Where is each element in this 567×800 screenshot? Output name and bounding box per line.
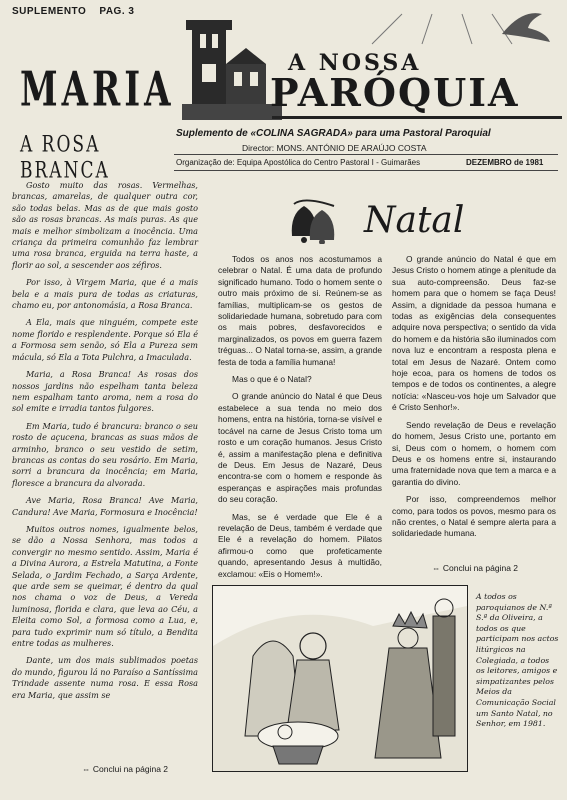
- article-paragraph: Muitos outros nomes, igualmente belos, se dão a Nossa Senhora, mas todos a convergir no mesmo sentido. Assim, Maria é a Divina Aurora, a Estrela Matutina, a Fonte Selada, o Jardim Fechado, a Sarça Ardente, que arde sem se queimar, é dentro da qual nos chama o voz de Deus, a Vereda luminosa, florida e clara, que leva ao Céu, a Eleita como Sol, a formosa como a Lua, e, para tudo exprimir num só título, a Bendita entre todas as mulheres.: [12, 523, 198, 649]
- article-title-line1: MARIA: [20, 62, 175, 118]
- issue-date: DEZEMBRO de 1981: [466, 158, 544, 167]
- article-paragraph: A Ela, mais que ninguém, compete este nome florido e resplendente. Porque só Ela é a Formosa sem senão, só Ela a Pureza sem mácula, só Ela a Tota Pulchra, a Imaculada.: [12, 317, 198, 362]
- continuation-note-left: ⇔ Conclui na página 2: [82, 764, 169, 774]
- article-paragraph: Por isso, compreendemos melhor como, para todos os povos, mesmo para os não crentes, o Natal é sempre alerta para a solidariedade humana.: [392, 494, 556, 539]
- article-paragraph: Gosto muito das rosas. Vermelhas, brancas, amarelas, de qualquer outra cor, são todas belas. Mas as de que mais gosto são as rosas brancas. As mais puras. As que mais e melhor simbolizam a inocência. Uma criança da primeira comunhão faz lembrar uma rosa branca, erguida na terra haste, a florir ao sol, a sescender aos zéfiros.: [12, 180, 198, 270]
- article-title-line2: A ROSA BRANCA: [20, 132, 110, 184]
- continuation-note-natal: ⇔ Conclui na página 2: [432, 563, 519, 573]
- article-paragraph: O grande anúncio do Natal é que em Jesus Cristo o homem atinge a plenitude da sua auto-compreensão. Deus faz-se homem para que o homem se faça Deus! Assim, a dignidade da pessoa humana e todas as exigências dela consequentes adquire nova perspectiva; o sentido da vida do homem e da história são iluminados com nova luz e encontram a resposta plena e total em Jesus de Nazaré. Ontem como hoje ecoa, para os homens de todos os tempos e de todos os continentes, a alegre notícia: «Nasceu-vos hoje um Salvador que é Cristo Senhor!».: [392, 254, 556, 413]
- header-divider-bottom: [174, 170, 558, 171]
- article-paragraph: Sendo revelação de Deus e revelação do homem, Jesus Cristo une, portanto em si, Deus com o homem, o homem com Deus e os homens entre si, instaurando uma fraternidade nova que tem a marca e a garantia do divino.: [392, 419, 556, 487]
- bells-icon: [284, 196, 346, 244]
- article-paragraph: Mas o que é o Natal?: [232, 374, 312, 385]
- continue-arrow-icon: ⇔: [432, 563, 443, 573]
- organization-line: Organização de: Equipa Apostólica do Centro Pastoral I - Guimarães: [176, 158, 421, 167]
- article-paragraph: Mas, se é verdade que Ele é a revelação de Deus, também é verdade que Ele é a revelação do homem. Pilatos afirmou-o como que profeticamente quando, apresentando Jesus à multidão, exclamou: «Eis o Homem!».: [218, 511, 382, 579]
- article-paragraph: Por isso, à Virgem Maria, que é a mais bela e a mais pura de todas as criaturas, chamo eu, por antonomásia, a Rosa Branca.: [12, 277, 198, 311]
- rosa-branca-article: [12, 180, 198, 707]
- natal-column-2: [392, 254, 556, 546]
- director-line: Director: MONS. ANTÓNIO DE ARAÚJO COSTA: [242, 143, 427, 153]
- article-paragraph: Todos os anos nos acostumamos a celebrar o Natal. É uma data de profundo significado humano. Todo o homem sente o outro mais próximo de si. Reúnem-se as famílias, multiplicam-se os gestos de solidariedade humana, sobretudo para com os mais pobres, desfavorecidos e marginalizados, os povos em guerra fazem tréguas... O Natal torna-se, assim, a grande festa de toda a família humana!: [218, 254, 382, 367]
- continue-arrow-icon: ⇔: [82, 764, 93, 774]
- header-divider: [174, 154, 558, 155]
- article-paragraph: Maria, a Rosa Branca! As rosas dos nossos jardins não espelham tanta beleza nem espalham tanto aroma, nem a rosa do sol emite e irradia tantos fulgores.: [12, 369, 198, 414]
- masthead-line1: A NOSSA: [288, 50, 422, 76]
- natal-title: Natal: [364, 200, 465, 241]
- christmas-greeting-caption: A todos os paroquianos de N.ª S.ª da Oliveira, a todos os que participam nos actos litúrgicos na Colegiada, a todos os leitores, amigos e simpatizantes pelos Meios da Comunicação Social um Santo Natal, no Senhor, em 1981.: [476, 592, 559, 729]
- article-paragraph: Dante, um dos mais sublimados poetas do mundo, figurou lá no Paraíso a Santíssima Trindade assente numa rosa. E essa Rosa era Maria, que assim se: [12, 655, 198, 700]
- supplement-label: SUPLEMENTO PAG. 3: [12, 6, 135, 17]
- nativity-illustration: [212, 585, 468, 772]
- article-paragraph: Ave Maria, Rosa Branca! Ave Maria, Candura! Ave Maria, Formosura e Inocência!: [12, 495, 198, 517]
- article-paragraph: O grande anúncio do Natal é que Deus estabelece a sua tenda no meio dos homens, entra na história, torna-se visível e tocável na carne de Jesus Cristo toma um rosto e um coração humanos. Jesus Cristo é, assim a manifestação plena e definitiva de Deus. Em Jesus de Nazaré, Deus encontra-se com o homem e responde às esperanças e aspirações mais profundas do seu coração.: [218, 391, 382, 505]
- natal-column-1: [218, 254, 382, 586]
- masthead-line2: PARÓQUIA: [270, 70, 520, 115]
- article-title: [20, 62, 175, 184]
- article-paragraph: Em Maria, tudo é brancura: branco o seu rosto de açucena, brancas as suas mãos de arminho, branco o seu vestido de setim, brancas as contas do seu rosário. Em Maria, sorri a brancura da inocência; em Maria, floresce a brancura da alvorada.: [12, 420, 198, 488]
- masthead-subtitle: Suplemento de «COLINA SAGRADA» para uma Pastoral Paroquial: [176, 128, 491, 139]
- page-label: PAG. 3: [99, 6, 135, 17]
